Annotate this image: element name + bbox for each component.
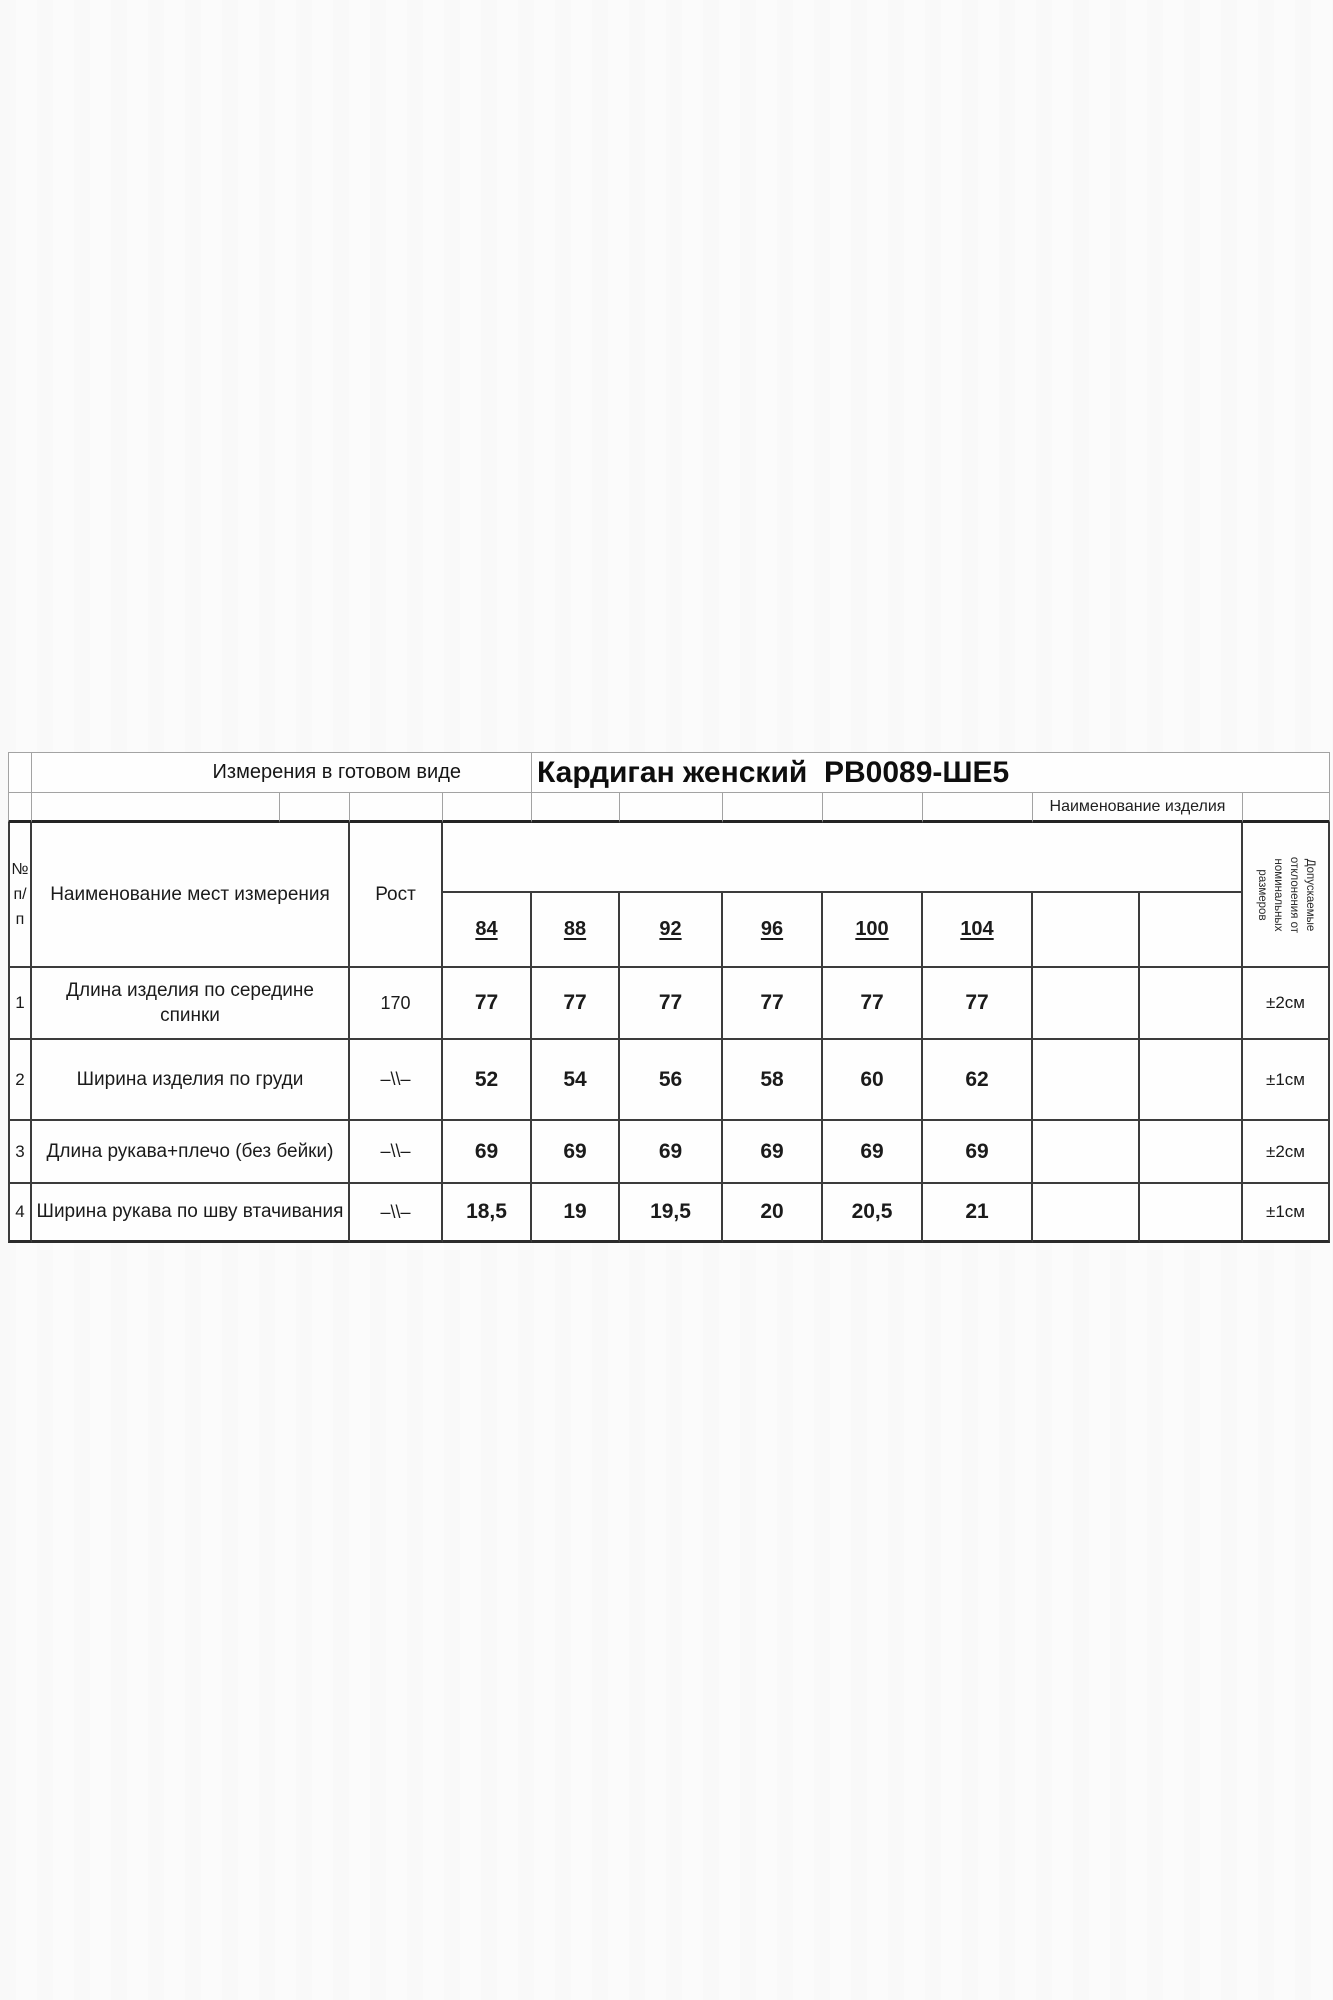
value-size-84: 69: [443, 1121, 532, 1184]
measurement-name: Ширина изделия по груди: [32, 1040, 350, 1121]
title-row-spacer-cell: [8, 752, 32, 793]
row-number: 3: [8, 1121, 32, 1184]
size-header-100: 100: [823, 893, 923, 968]
row-number: 1: [8, 968, 32, 1040]
empty-value-cell: [1140, 968, 1243, 1040]
tolerance-header-line: номинальных: [1271, 858, 1284, 931]
height-value: –\\–: [350, 1040, 443, 1121]
value-size-84: 52: [443, 1040, 532, 1121]
column-header-number: [8, 823, 32, 968]
empty-value-cell: [1140, 1121, 1243, 1184]
sub-row-cell: [1243, 793, 1330, 823]
empty-value-cell: [1140, 1184, 1243, 1243]
table-title: Кардиган женский РВ0089-ШЕ5: [532, 752, 1330, 793]
sub-row-cell: [532, 793, 620, 823]
row-number: 2: [8, 1040, 32, 1121]
height-value: –\\–: [350, 1184, 443, 1243]
value-size-100: 69: [823, 1121, 923, 1184]
sub-row-cell: [443, 793, 532, 823]
sub-row-cell: [923, 793, 1033, 823]
tolerance-header-line: Допускаемые: [1303, 858, 1316, 931]
value-size-92: 69: [620, 1121, 723, 1184]
measurement-name: Ширина рукава по шву втачивания: [32, 1184, 350, 1243]
value-size-104: 69: [923, 1121, 1033, 1184]
size-header-empty: [1033, 893, 1140, 968]
value-size-104: 62: [923, 1040, 1033, 1121]
sub-row-cell: [823, 793, 923, 823]
value-size-100: 77: [823, 968, 923, 1040]
sub-row-cell: [280, 793, 350, 823]
empty-value-cell: [1033, 1184, 1140, 1243]
number-header-line: п/: [13, 886, 27, 903]
tolerance-header-line: размеров: [1255, 868, 1268, 921]
measurement-name: Длина изделия по середине спинки: [32, 968, 350, 1040]
empty-value-cell: [1033, 968, 1140, 1040]
column-header-measurement-name: Наименование мест измерения: [32, 823, 350, 968]
column-header-tolerance: [1243, 823, 1330, 968]
value-size-88: 77: [532, 968, 620, 1040]
value-size-92: 56: [620, 1040, 723, 1121]
tolerance-value: ±2см: [1243, 1121, 1330, 1184]
empty-value-cell: [1033, 1121, 1140, 1184]
height-value: 170: [350, 968, 443, 1040]
size-header-empty: [1140, 893, 1243, 968]
size-header-84: 84: [443, 893, 532, 968]
value-size-96: 20: [723, 1184, 823, 1243]
value-size-92: 19,5: [620, 1184, 723, 1243]
sub-row-cell: [8, 793, 32, 823]
value-size-96: 58: [723, 1040, 823, 1121]
tolerance-value: ±1см: [1243, 1184, 1330, 1243]
value-size-96: 69: [723, 1121, 823, 1184]
empty-value-cell: [1033, 1040, 1140, 1121]
number-header-line: №: [11, 861, 29, 878]
value-size-88: 69: [532, 1121, 620, 1184]
number-header-line: п: [15, 911, 25, 928]
value-size-88: 19: [532, 1184, 620, 1243]
sizes-band-cell: [443, 823, 1243, 893]
sub-row-cell: [620, 793, 723, 823]
value-size-88: 54: [532, 1040, 620, 1121]
row-number: 4: [8, 1184, 32, 1243]
value-size-96: 77: [723, 968, 823, 1040]
sub-row-cell: [32, 793, 280, 823]
value-size-84: 18,5: [443, 1184, 532, 1243]
value-size-104: 21: [923, 1184, 1033, 1243]
value-size-100: 60: [823, 1040, 923, 1121]
sub-row-cell: [350, 793, 443, 823]
size-header-96: 96: [723, 893, 823, 968]
value-size-84: 77: [443, 968, 532, 1040]
tolerance-value: ±1см: [1243, 1040, 1330, 1121]
measurement-name: Длина рукава+плечо (без бейки): [32, 1121, 350, 1184]
tolerance-header-rotated-text: [1249, 826, 1323, 964]
value-size-92: 77: [620, 968, 723, 1040]
value-size-104: 77: [923, 968, 1033, 1040]
height-value: –\\–: [350, 1121, 443, 1184]
tolerance-value: ±2см: [1243, 968, 1330, 1040]
table-subtitle: Измерения в готовом виде: [32, 752, 532, 793]
empty-value-cell: [1140, 1040, 1243, 1121]
size-header-104: 104: [923, 893, 1033, 968]
product-name-label: Наименование изделия: [1033, 793, 1243, 823]
size-chart-table: [8, 752, 1330, 1243]
sub-row-cell: [723, 793, 823, 823]
tolerance-header-line: отклонения от: [1287, 856, 1300, 933]
size-header-88: 88: [532, 893, 620, 968]
size-header-92: 92: [620, 893, 723, 968]
value-size-100: 20,5: [823, 1184, 923, 1243]
column-header-height: Рост: [350, 823, 443, 968]
